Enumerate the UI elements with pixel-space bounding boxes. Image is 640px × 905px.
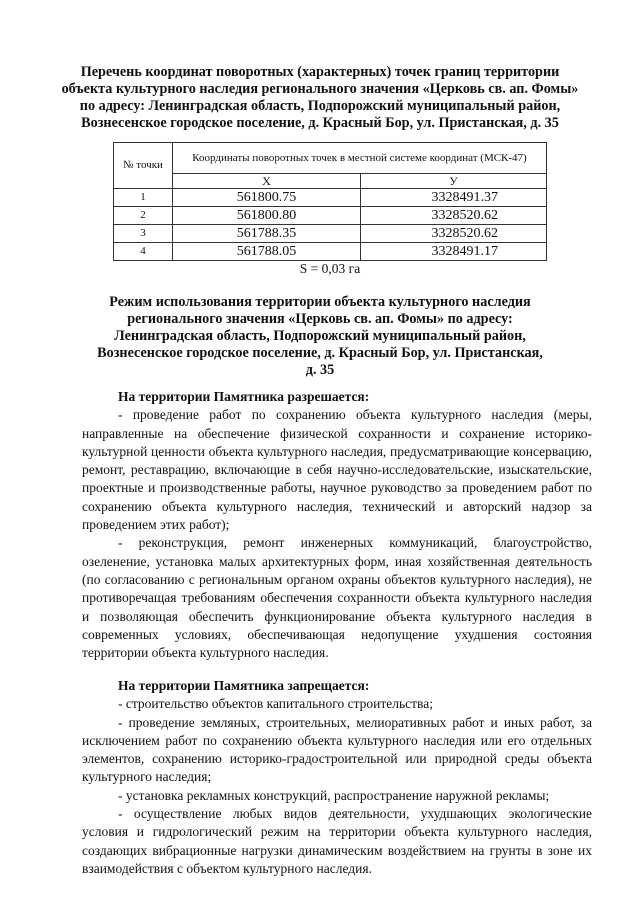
allowed-item: - проведение работ по сохранению объекта культурного наследия (меры, направленные на обеспечение физической сохранности и сохранение историко-культурной ценности объекта культурного наследия, предусматривающие консервацию, ремонт, реставрацию, включающие в себя научно-исследовательские, изыскательские, проектные и производственные работы, научное руководство за проведением работ по сохранению объекта культурного наследия, технический и авторский надзор за проведением этих работ); [82, 407, 592, 533]
allowed-item: - реконструкция, ремонт инженерных коммуникаций, благоустройство, озеленение, установка малых архитектурных форм, иная хозяйственная деятельность (по согласованию с региональным органом охраны объектов культурного наследия), не противоречащая требованиям обеспечения сохранности объекта культурного наследия и позволяющая обеспечить функционирование объекта культурного наследия в современных условиях, обеспечивающая недопущение ухудшения состояния территории объекта культурного наследия. [82, 535, 592, 661]
forbidden-item: - осуществление любых видов деятельности, ухудшающих экологические условия и гидрологический режим на территории объекта культурного наследия, создающих вибрационные нагрузки динамическим воздействием на грунты в зоне их взаимодействия с объектом культурного наследия. [82, 806, 592, 876]
forbidden-heading: На территории Памятника запрещается: [118, 678, 370, 693]
coordinates-table [113, 142, 547, 261]
title-line: по адресу: Ленинградская область, Подпорожский муниципальный район, [79, 98, 561, 114]
y-value: 3328520.62 [361, 225, 547, 243]
forbidden-item: - строительство объектов капитального строительства; [118, 696, 433, 712]
title-line: регионального значения «Церковь св. ап. Фомы» по адресу: [127, 311, 513, 327]
header-coordinates: Координаты поворотных точек в местной системе координат (МСК-47) [173, 143, 547, 174]
title-line: Вознесенское городское поселение, д. Красный Бор, ул. Пристанская, [97, 345, 543, 361]
title-line: Перечень координат поворотных (характерных) точек границ территории [80, 64, 560, 80]
x-value: 561788.05 [173, 243, 361, 261]
table-row [114, 207, 547, 225]
point-number: 1 [114, 189, 173, 207]
x-value: 561788.35 [173, 225, 361, 243]
title-line: Ленинградская область, Подпорожский муниципальный район, [114, 328, 526, 344]
usage-regime-title [60, 294, 580, 379]
forbidden-item: - проведение земляных, строительных, мелиоративных работ и иных работ, за исключением работ по сохранению объекта культурного наследия или его отдельных элементов, сохранению историко-градостроительной или природной среды объекта культурного наследия; [82, 714, 592, 785]
table-row [114, 189, 547, 207]
x-value: 561800.75 [173, 189, 361, 207]
point-number: 2 [114, 207, 173, 225]
table-row [114, 225, 547, 243]
y-value: 3328491.17 [361, 243, 547, 261]
title-line: Режим использования территории объекта культурного наследия [109, 294, 531, 310]
area-value: S = 0,03 га [299, 261, 361, 276]
forbidden-section [82, 677, 592, 878]
y-value: 3328520.62 [361, 207, 547, 225]
header-x: X [173, 174, 361, 189]
title-line: д. 35 [305, 362, 335, 378]
point-number: 3 [114, 225, 173, 243]
table-row [114, 243, 547, 261]
point-number: 4 [114, 243, 173, 261]
x-value: 561800.80 [173, 207, 361, 225]
coordinates-title [60, 64, 580, 132]
header-point-number: № точки [114, 143, 173, 189]
y-value: 3328491.37 [361, 189, 547, 207]
forbidden-item: - установка рекламных конструкций, распространение наружной рекламы; [118, 787, 550, 803]
title-line: Вознесенское городское поселение, д. Красный Бор, ул. Пристанская, д. 35 [81, 115, 559, 131]
header-y: У [361, 174, 547, 189]
title-line: объекта культурного наследия регионального значения «Церковь св. ап. Фомы» [61, 81, 579, 97]
allowed-heading: На территории Памятника разрешается: [118, 389, 370, 404]
allowed-section [82, 388, 592, 662]
